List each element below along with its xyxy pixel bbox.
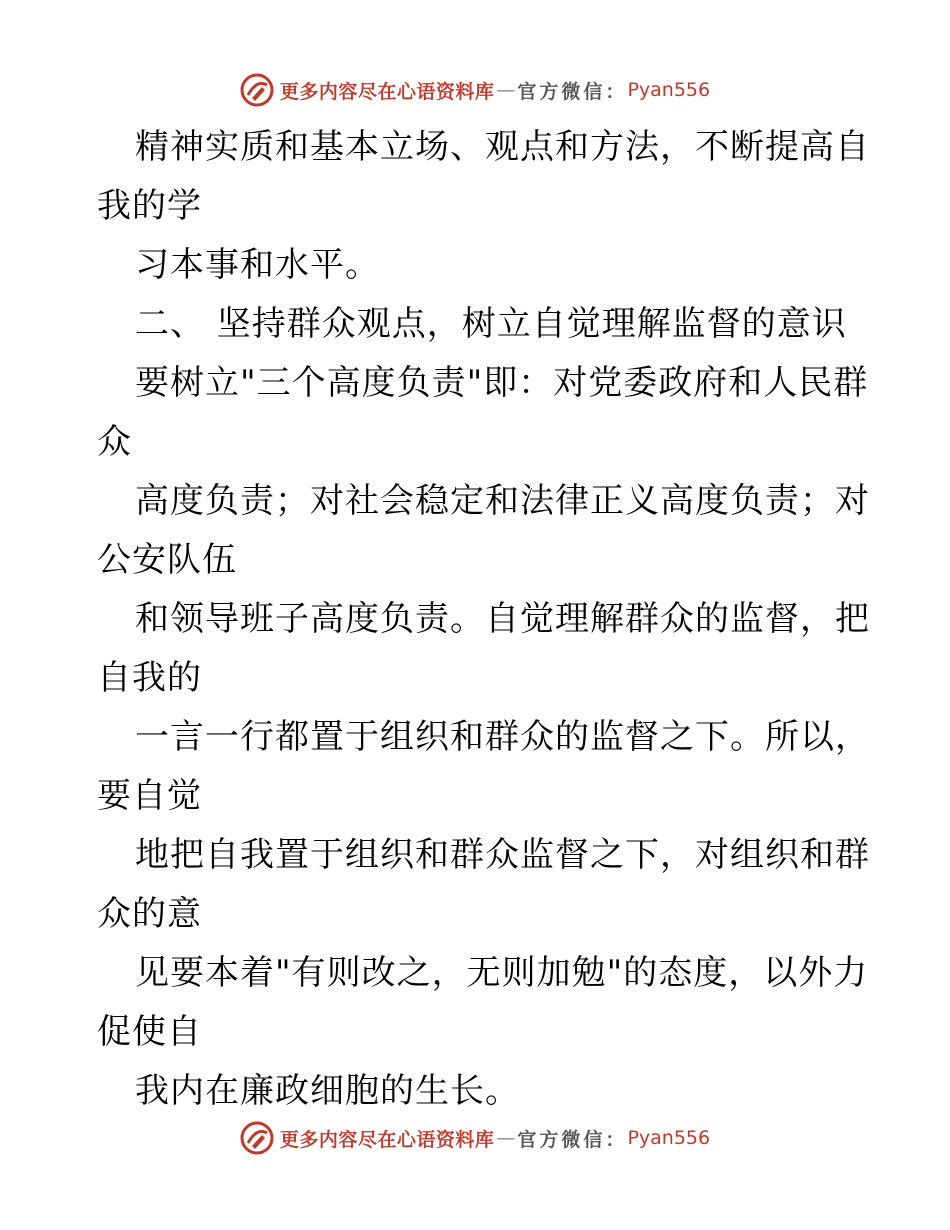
text-line: 促使自 — [97, 1012, 202, 1052]
text-line: 见要本着"有则改之，无则加勉"的态度，以外力 — [135, 953, 869, 993]
header-banner — [0, 70, 950, 110]
text-line: 众的意 — [97, 894, 202, 934]
banner-site-text: 更多内容尽在心语资料库 — [279, 1128, 495, 1151]
banner-dash: — — [496, 1127, 516, 1149]
text-line: 精神实质和基本立场、观点和方法，不断提高自 — [135, 127, 870, 167]
text-line: 地把自我置于组织和群众监督之下，对组织和群 — [135, 835, 870, 875]
text-line: 一言一行都置于组织和群众的监督之下。所以， — [135, 717, 870, 757]
text-line: 要自觉 — [97, 776, 202, 816]
text-line: 公安队伍 — [97, 540, 237, 580]
text-line: 习本事和水平。 — [135, 245, 380, 285]
banner-dash: — — [496, 79, 516, 101]
text-line: 自我的 — [97, 658, 202, 698]
banner-site-text: 更多内容尽在心语资料库 — [279, 80, 495, 103]
text-line: 我内在廉政细胞的生长。 — [135, 1071, 520, 1111]
brand-logo-icon — [240, 73, 274, 107]
banner-wechat-id: Pyan556 — [627, 79, 711, 101]
footer-banner — [0, 1118, 950, 1158]
text-line: 要树立"三个高度负责"即：对党委政府和人民群 — [135, 363, 869, 403]
text-line: 和领导班子高度负责。自觉理解群众的监督，把 — [135, 599, 870, 639]
brand-logo-icon — [240, 1121, 274, 1155]
text-line: 我的学 — [97, 186, 202, 226]
section-heading: 二、 坚持群众观点，树立自觉理解监督的意识 — [135, 304, 847, 344]
text-line: 众 — [97, 422, 132, 462]
banner-official-label: 官方微信： — [517, 1128, 628, 1151]
banner-official-label: 官方微信： — [517, 80, 628, 103]
text-line: 高度负责；对社会稳定和法律正义高度负责；对 — [135, 481, 870, 521]
body-text — [97, 118, 870, 1121]
banner-wechat-id: Pyan556 — [627, 1127, 711, 1149]
